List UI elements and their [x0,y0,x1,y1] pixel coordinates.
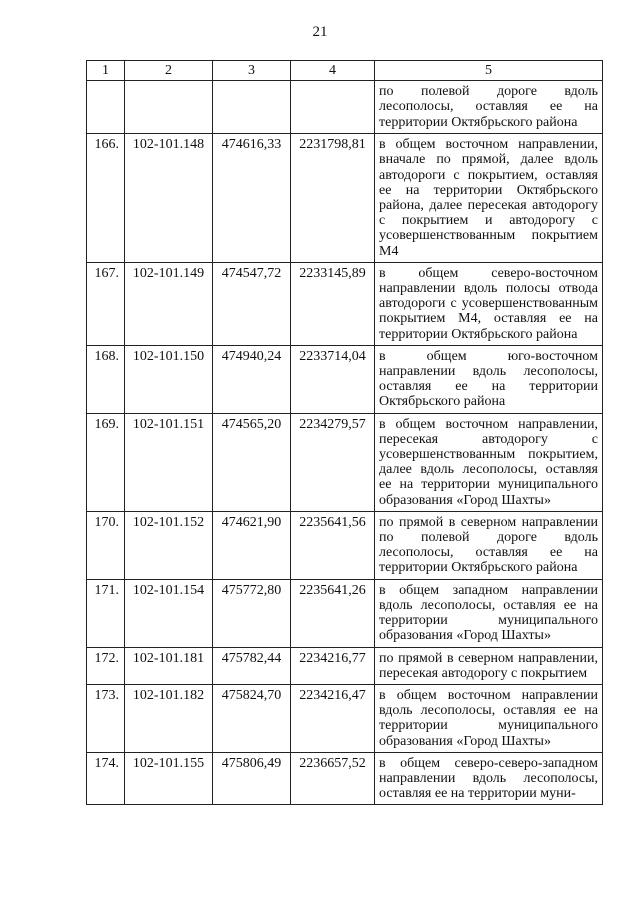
y-coordinate-cell: 2231798,81 [291,134,375,263]
table-row [87,262,603,345]
row-number-cell: 166. [87,134,125,263]
boundary-table [86,60,603,805]
point-code-cell: 102-101.152 [125,511,213,579]
description-cell: в общем восточном направлении, вначале по прямой, далее вдоль автодороги с покрытием, оставляя ее на территории Октябрьского района, далее пересекая автодорогу с покрытием и автодорогу с усовершенствованным покрытием М4 [375,134,603,263]
description-cell: в общем восточном направлении вдоль лесополосы, оставляя ее на территории муниципального образования «Город Шахты» [375,684,603,752]
x-coordinate-cell: 475824,70 [213,684,291,752]
y-coordinate-cell: 2235641,56 [291,511,375,579]
row-number-cell: 174. [87,752,125,805]
row-number-cell: 172. [87,647,125,684]
table-row [87,345,603,413]
x-coordinate-cell: 475772,80 [213,579,291,647]
description-cell: в общем юго-восточном направлении вдоль лесополосы, оставляя ее на территории Октябрьского района [375,345,603,413]
y-coordinate-cell: 2233145,89 [291,262,375,345]
point-code-cell: 102-101.150 [125,345,213,413]
table-row [87,511,603,579]
y-coordinate-cell: 2235641,26 [291,579,375,647]
point-code-cell: 102-101.154 [125,579,213,647]
description-cell: в общем северо-восточном направлении вдоль полосы отвода автодороги с усовершенствованным покрытием М4, оставляя ее на территории Октябрьского района [375,262,603,345]
row-number-cell: 171. [87,579,125,647]
table-row [87,647,603,684]
column-header: 5 [375,61,603,81]
table-row [87,752,603,805]
column-header: 3 [213,61,291,81]
y-coordinate-cell: 2236657,52 [291,752,375,805]
column-header: 4 [291,61,375,81]
column-header: 1 [87,61,125,81]
point-code-cell: 102-101.151 [125,413,213,511]
page-number: 21 [312,24,328,40]
x-coordinate-cell: 474621,90 [213,511,291,579]
description-cell: в общем северо-северо-западном направлении вдоль лесополосы, оставляя ее на территории муни- [375,752,603,805]
row-number-cell: 170. [87,511,125,579]
x-coordinate-cell: 474565,20 [213,413,291,511]
point-code-cell: 102-101.149 [125,262,213,345]
row-number-cell: 167. [87,262,125,345]
description-cell: в общем восточном направлении, пересекая автодорогу с усовершенствованным покрытием, далее вдоль лесополосы, оставляя ее на территории муниципального образования «Город Шахты» [375,413,603,511]
point-code-cell: 102-101.148 [125,134,213,263]
point-code-cell: 102-101.182 [125,684,213,752]
description-cell: в общем западном направлении вдоль лесополосы, оставляя ее на территории муниципального образования «Город Шахты» [375,579,603,647]
description-cell: по прямой в северном направлении по полевой дороге вдоль лесополосы, оставляя ее на территории Октябрьского района [375,511,603,579]
table-row [87,684,603,752]
x-coordinate-cell: 474616,33 [213,134,291,263]
description-cell: по полевой дороге вдоль лесополосы, оставляя ее на территории Октябрьского района [375,81,603,134]
x-coordinate-cell: 474940,24 [213,345,291,413]
x-coordinate-cell: 474547,72 [213,262,291,345]
point-code-cell: 102-101.155 [125,752,213,805]
y-coordinate-cell: 2234216,47 [291,684,375,752]
y-coordinate-cell: 2233714,04 [291,345,375,413]
y-coordinate-cell: 2234216,77 [291,647,375,684]
table-row-continuation [87,81,603,134]
x-coordinate-cell: 475782,44 [213,647,291,684]
column-header: 2 [125,61,213,81]
table-row [87,413,603,511]
row-number-cell: 169. [87,413,125,511]
table-row [87,134,603,263]
description-cell: по прямой в северном направлении, пересекая автодорогу с покрытием [375,647,603,684]
table-header-row [87,61,603,81]
row-number-cell: 173. [87,684,125,752]
y-coordinate-cell: 2234279,57 [291,413,375,511]
x-coordinate-cell: 475806,49 [213,752,291,805]
point-code-cell: 102-101.181 [125,647,213,684]
table-row [87,579,603,647]
row-number-cell: 168. [87,345,125,413]
